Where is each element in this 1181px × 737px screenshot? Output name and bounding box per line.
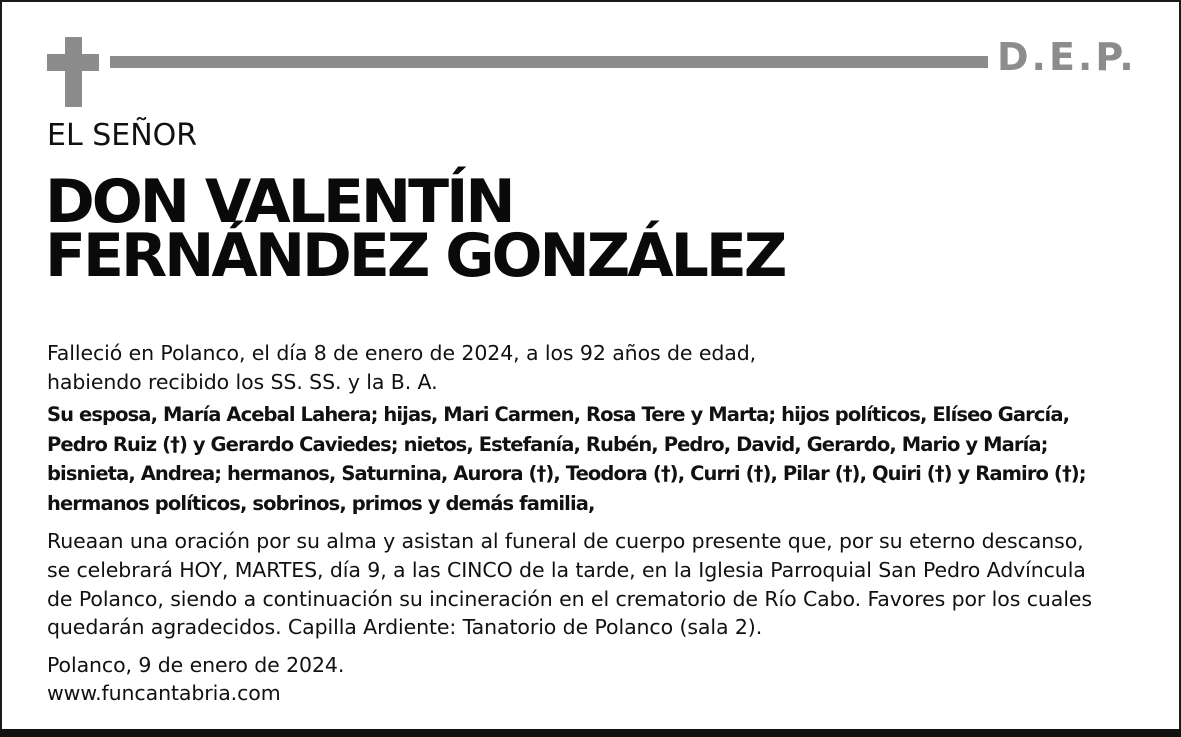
death-notice-line-1: Falleció en Polanco, el día 8 de enero de 2024, a los 92 años de edad, [47,341,757,365]
header-rule [110,56,988,68]
website-link[interactable]: www.funcantabria.com [47,681,281,705]
cross-horizontal-bar [47,54,99,71]
bottom-border [0,729,1181,737]
cross-vertical-bar [65,37,82,107]
family-line-4: hermanos políticos, sobrinos, primos y demás familia, [47,492,595,515]
family-line-2: Pedro Ruiz (†) y Gerardo Caviedes; nietos, Estefanía, Rubén, Pedro, David, Gerardo, Mario y María; [47,433,1048,456]
dep-label: D.E.P. [997,35,1137,79]
funeral-request-line-4: quedarán agradecidos. Capilla Ardiente: Tanatorio de Polanco (sala 2). [47,615,763,639]
funeral-request-line-1: Rueaan una oración por su alma y asistan al funeral de cuerpo presente que, por su eterno descanso, [47,529,1084,553]
deceased-name-line-2: FERNÁNDEZ GONZÁLEZ [45,221,785,291]
funeral-request-line-2: se celebrará HOY, MARTES, día 9, a las CINCO de la tarde, en la Iglesia Parroquial San Pedro Advíncula [47,558,1086,582]
death-notice-line-2: habiendo recibido los SS. SS. y la B. A. [47,370,438,394]
honorific-prefix: EL SEÑOR [47,118,198,153]
place-date: Polanco, 9 de enero de 2024. [47,653,345,677]
family-line-3: bisnieta, Andrea; hermanos, Saturnina, Aurora (†), Teodora (†), Curri (†), Pilar (†), Quiri (†) y Ramiro (†); [47,462,1086,485]
funeral-request-line-3: de Polanco, siendo a continuación su incineración en el crematorio de Río Cabo. Favores por los cuales [47,587,1092,611]
deceased-name-line-1: DON VALENTÍN [45,167,513,237]
family-line-1: Su esposa, María Acebal Lahera; hijas, Mari Carmen, Rosa Tere y Marta; hijos políticos, Elíseo García, [47,403,1070,426]
